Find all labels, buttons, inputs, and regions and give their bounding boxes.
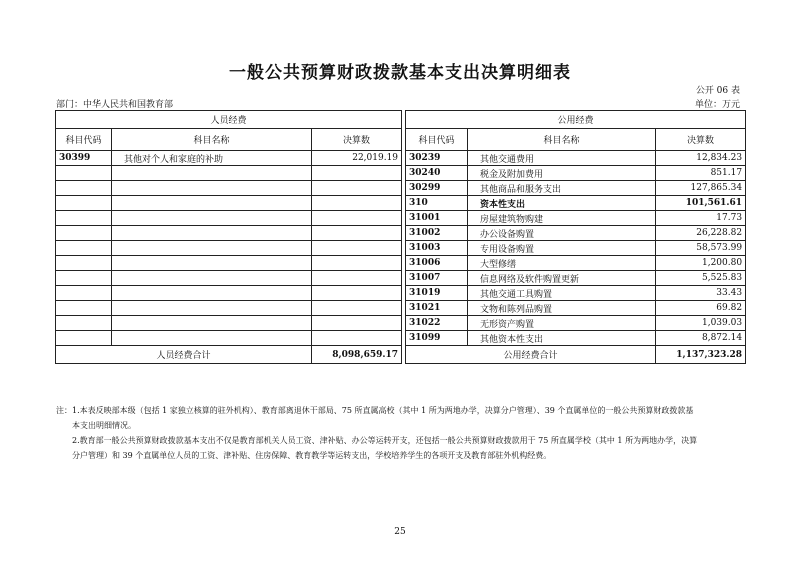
table-row bbox=[56, 196, 746, 211]
table-row bbox=[56, 181, 746, 196]
right-amount-cell: 33.43 bbox=[656, 286, 746, 301]
right-name-header: 科目名称 bbox=[468, 129, 656, 151]
right-code-cell: 31022 bbox=[406, 316, 468, 331]
left-code-cell bbox=[56, 286, 112, 301]
personnel-total-amount: 8,098,659.17 bbox=[312, 346, 402, 364]
left-code-cell bbox=[56, 181, 112, 196]
personnel-group-header: 人员经费 bbox=[56, 111, 402, 129]
left-name-cell bbox=[112, 316, 312, 331]
left-name-cell bbox=[112, 301, 312, 316]
totals-row bbox=[56, 346, 746, 364]
left-name-cell bbox=[112, 256, 312, 271]
personnel-total-label: 人员经费合计 bbox=[56, 346, 312, 364]
left-code-cell bbox=[56, 211, 112, 226]
left-code-cell bbox=[56, 316, 112, 331]
left-amount-cell bbox=[312, 316, 402, 331]
table-row bbox=[56, 271, 746, 286]
public-group-header: 公用经费 bbox=[406, 111, 746, 129]
table-row bbox=[56, 256, 746, 271]
right-code-cell: 31003 bbox=[406, 241, 468, 256]
right-amount-header: 决算数 bbox=[656, 129, 746, 151]
left-name-header: 科目名称 bbox=[112, 129, 312, 151]
left-name-cell bbox=[112, 331, 312, 346]
right-code-cell: 31007 bbox=[406, 271, 468, 286]
department-label: 部门：中华人民共和国教育部 bbox=[56, 100, 174, 110]
right-code-cell: 31099 bbox=[406, 331, 468, 346]
group-header-row bbox=[56, 111, 746, 129]
note-1-continued: 本支出明细情况。 bbox=[72, 421, 136, 430]
right-name-cell: 税金及附加费用 bbox=[468, 166, 656, 181]
notes bbox=[56, 404, 746, 464]
left-name-cell bbox=[112, 181, 312, 196]
left-name-cell bbox=[112, 196, 312, 211]
right-name-cell: 其他交通工具购置 bbox=[468, 286, 656, 301]
right-amount-cell: 851.17 bbox=[656, 166, 746, 181]
left-name-cell bbox=[112, 271, 312, 286]
left-amount-cell bbox=[312, 166, 402, 181]
left-code-cell bbox=[56, 196, 112, 211]
table-row bbox=[56, 331, 746, 346]
left-code-cell bbox=[56, 331, 112, 346]
right-name-cell: 无形资产购置 bbox=[468, 316, 656, 331]
left-name-cell bbox=[112, 166, 312, 181]
table-row bbox=[56, 211, 746, 226]
right-code-cell: 31021 bbox=[406, 301, 468, 316]
right-name-cell: 其他资本性支出 bbox=[468, 331, 656, 346]
left-code-cell: 30399 bbox=[56, 151, 112, 166]
left-amount-header: 决算数 bbox=[312, 129, 402, 151]
left-name-cell bbox=[112, 286, 312, 301]
left-amount-cell bbox=[312, 286, 402, 301]
right-amount-cell: 1,200.80 bbox=[656, 256, 746, 271]
right-amount-cell: 101,561.61 bbox=[656, 196, 746, 211]
left-amount-cell bbox=[312, 211, 402, 226]
left-name-cell bbox=[112, 211, 312, 226]
left-code-cell bbox=[56, 241, 112, 256]
right-code-cell: 30239 bbox=[406, 151, 468, 166]
table-row bbox=[56, 241, 746, 256]
note-1: 注：1.本表反映部本级（包括 1 家独立核算的驻外机构）、教育部离退休干部局、75 所直属高校（其中 1 所为两地办学，决算分户管理）、39 个直属单位的一般公共预算财政拨款基 bbox=[56, 406, 694, 415]
left-amount-cell bbox=[312, 181, 402, 196]
left-amount-cell bbox=[312, 241, 402, 256]
right-code-cell: 30299 bbox=[406, 181, 468, 196]
right-name-cell: 专用设备购置 bbox=[468, 241, 656, 256]
right-name-cell: 信息网络及软件购置更新 bbox=[468, 271, 656, 286]
left-code-header: 科目代码 bbox=[56, 129, 112, 151]
table-row bbox=[56, 166, 746, 181]
left-name-cell bbox=[112, 241, 312, 256]
right-code-cell: 31002 bbox=[406, 226, 468, 241]
right-amount-cell: 5,525.83 bbox=[656, 271, 746, 286]
right-code-cell: 310 bbox=[406, 196, 468, 211]
right-name-cell: 大型修缮 bbox=[468, 256, 656, 271]
left-amount-cell bbox=[312, 301, 402, 316]
left-code-cell bbox=[56, 226, 112, 241]
left-code-cell bbox=[56, 256, 112, 271]
form-number: 公开 06 表 bbox=[695, 86, 740, 96]
right-code-cell: 30240 bbox=[406, 166, 468, 181]
left-amount-cell: 22,019.19 bbox=[312, 151, 402, 166]
left-amount-cell bbox=[312, 256, 402, 271]
left-code-cell bbox=[56, 301, 112, 316]
left-amount-cell bbox=[312, 226, 402, 241]
table-row bbox=[56, 226, 746, 241]
right-amount-cell: 1,039.03 bbox=[656, 316, 746, 331]
right-code-cell: 31019 bbox=[406, 286, 468, 301]
right-name-cell: 文物和陈列品购置 bbox=[468, 301, 656, 316]
page-title: 一般公共预算财政拨款基本支出决算明细表 bbox=[229, 63, 571, 83]
right-amount-cell: 17.73 bbox=[656, 211, 746, 226]
right-code-header: 科目代码 bbox=[406, 129, 468, 151]
table-row bbox=[56, 316, 746, 331]
public-total-amount: 1,137,323.28 bbox=[656, 346, 746, 364]
right-name-cell: 资本性支出 bbox=[468, 196, 656, 211]
table-row bbox=[56, 151, 746, 166]
right-amount-cell: 12,834.23 bbox=[656, 151, 746, 166]
unit-label: 单位：万元 bbox=[694, 100, 740, 110]
left-code-cell bbox=[56, 166, 112, 181]
left-amount-cell bbox=[312, 331, 402, 346]
right-amount-cell: 26,228.82 bbox=[656, 226, 746, 241]
right-name-cell: 办公设备购置 bbox=[468, 226, 656, 241]
left-amount-cell bbox=[312, 271, 402, 286]
column-header-row bbox=[56, 129, 746, 151]
right-code-cell: 31001 bbox=[406, 211, 468, 226]
left-name-cell: 其他对个人和家庭的补助 bbox=[112, 151, 312, 166]
left-name-cell bbox=[112, 226, 312, 241]
left-amount-cell bbox=[312, 196, 402, 211]
right-amount-cell: 8,872.14 bbox=[656, 331, 746, 346]
right-name-cell: 其他商品和服务支出 bbox=[468, 181, 656, 196]
expenditure-table bbox=[55, 110, 746, 364]
right-name-cell: 其他交通费用 bbox=[468, 151, 656, 166]
right-amount-cell: 127,865.34 bbox=[656, 181, 746, 196]
right-amount-cell: 58,573.99 bbox=[656, 241, 746, 256]
left-code-cell bbox=[56, 271, 112, 286]
note-2: 2.教育部一般公共预算财政拨款基本支出不仅是教育部机关人员工资、津补贴、办公等运转开支，还包括一般公共预算财政拨款用于 75 所直属学校（其中 1 所为两地办学，决算 bbox=[72, 436, 698, 445]
right-code-cell: 31006 bbox=[406, 256, 468, 271]
page-number: 25 bbox=[394, 527, 406, 537]
right-name-cell: 房屋建筑物购建 bbox=[468, 211, 656, 226]
public-total-label: 公用经费合计 bbox=[406, 346, 656, 364]
note-2-continued: 分户管理）和 39 个直属单位人员的工资、津补贴、住房保障、教育教学等运转支出，学校培养学生的各项开支及教育部驻外机构经费。 bbox=[72, 451, 552, 460]
right-amount-cell: 69.82 bbox=[656, 301, 746, 316]
table-row bbox=[56, 286, 746, 301]
table-row bbox=[56, 301, 746, 316]
